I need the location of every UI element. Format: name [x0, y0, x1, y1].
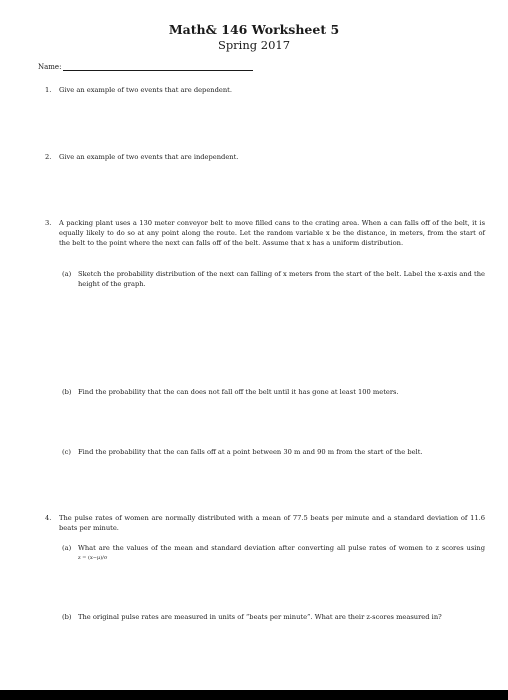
question-number: 2.	[45, 153, 52, 161]
part-label: (c)	[62, 448, 71, 456]
part-text: The original pulse rates are measured in units of “beats per minute”. What are their z-scores measured in?	[78, 613, 442, 621]
name-label: Name:	[38, 63, 62, 71]
question-4b	[62, 613, 485, 623]
bottom-black-bar	[0, 690, 508, 700]
part-label: (a)	[62, 544, 72, 552]
worksheet-title: Math& 146 Worksheet 5	[168, 22, 340, 37]
question-4	[45, 514, 485, 534]
part-text: What are the values of the mean and standard deviation after converting all pulse rates of women to z scores using	[78, 544, 485, 552]
question-number: 4.	[45, 514, 52, 522]
name-field	[38, 62, 253, 71]
question-4a	[62, 544, 485, 564]
part-label: (b)	[62, 613, 72, 621]
question-2	[45, 153, 485, 163]
name-blank-line	[63, 62, 253, 71]
question-number: 1.	[45, 86, 52, 94]
question-number: 3.	[45, 219, 52, 227]
question-3a	[62, 270, 485, 290]
part-label: (a)	[62, 270, 72, 278]
question-3b	[62, 388, 485, 398]
part-text: Find the probability that the can does not fall off the belt until it has gone at least 100 meters.	[78, 388, 399, 396]
question-1	[45, 86, 485, 96]
question-3	[45, 219, 485, 248]
part-text-wrap	[78, 544, 485, 564]
question-text: Give an example of two events that are independent.	[59, 153, 239, 161]
question-text: A packing plant uses a 130 meter conveyor belt to move filled cans to the crating area. When a can falls off of the belt, it is equally likely to do so at any point along the route. Let the random variable x be the distance, in meters, from the start of the belt to the point where the next can falls off of the belt. Assume that x has a uniform distribution.	[59, 219, 485, 247]
worksheet-subtitle: Spring 2017	[217, 38, 291, 52]
part-text: Find the probability that the can falls off at a point between 30 m and 90 m from the start of the belt.	[78, 448, 423, 456]
question-text: Give an example of two events that are dependent.	[59, 86, 232, 94]
z-score-formula: z = (x−μ)/σ	[78, 554, 108, 561]
part-label: (b)	[62, 388, 72, 396]
question-3c	[62, 448, 485, 458]
question-text: The pulse rates of women are normally distributed with a mean of 77.5 beats per minute and a standard deviation of 11.6 beats per minute.	[59, 514, 485, 532]
part-text: Sketch the probability distribution of the next can falling of x meters from the start of the belt. Label the x-axis and the height of the graph.	[78, 270, 485, 288]
